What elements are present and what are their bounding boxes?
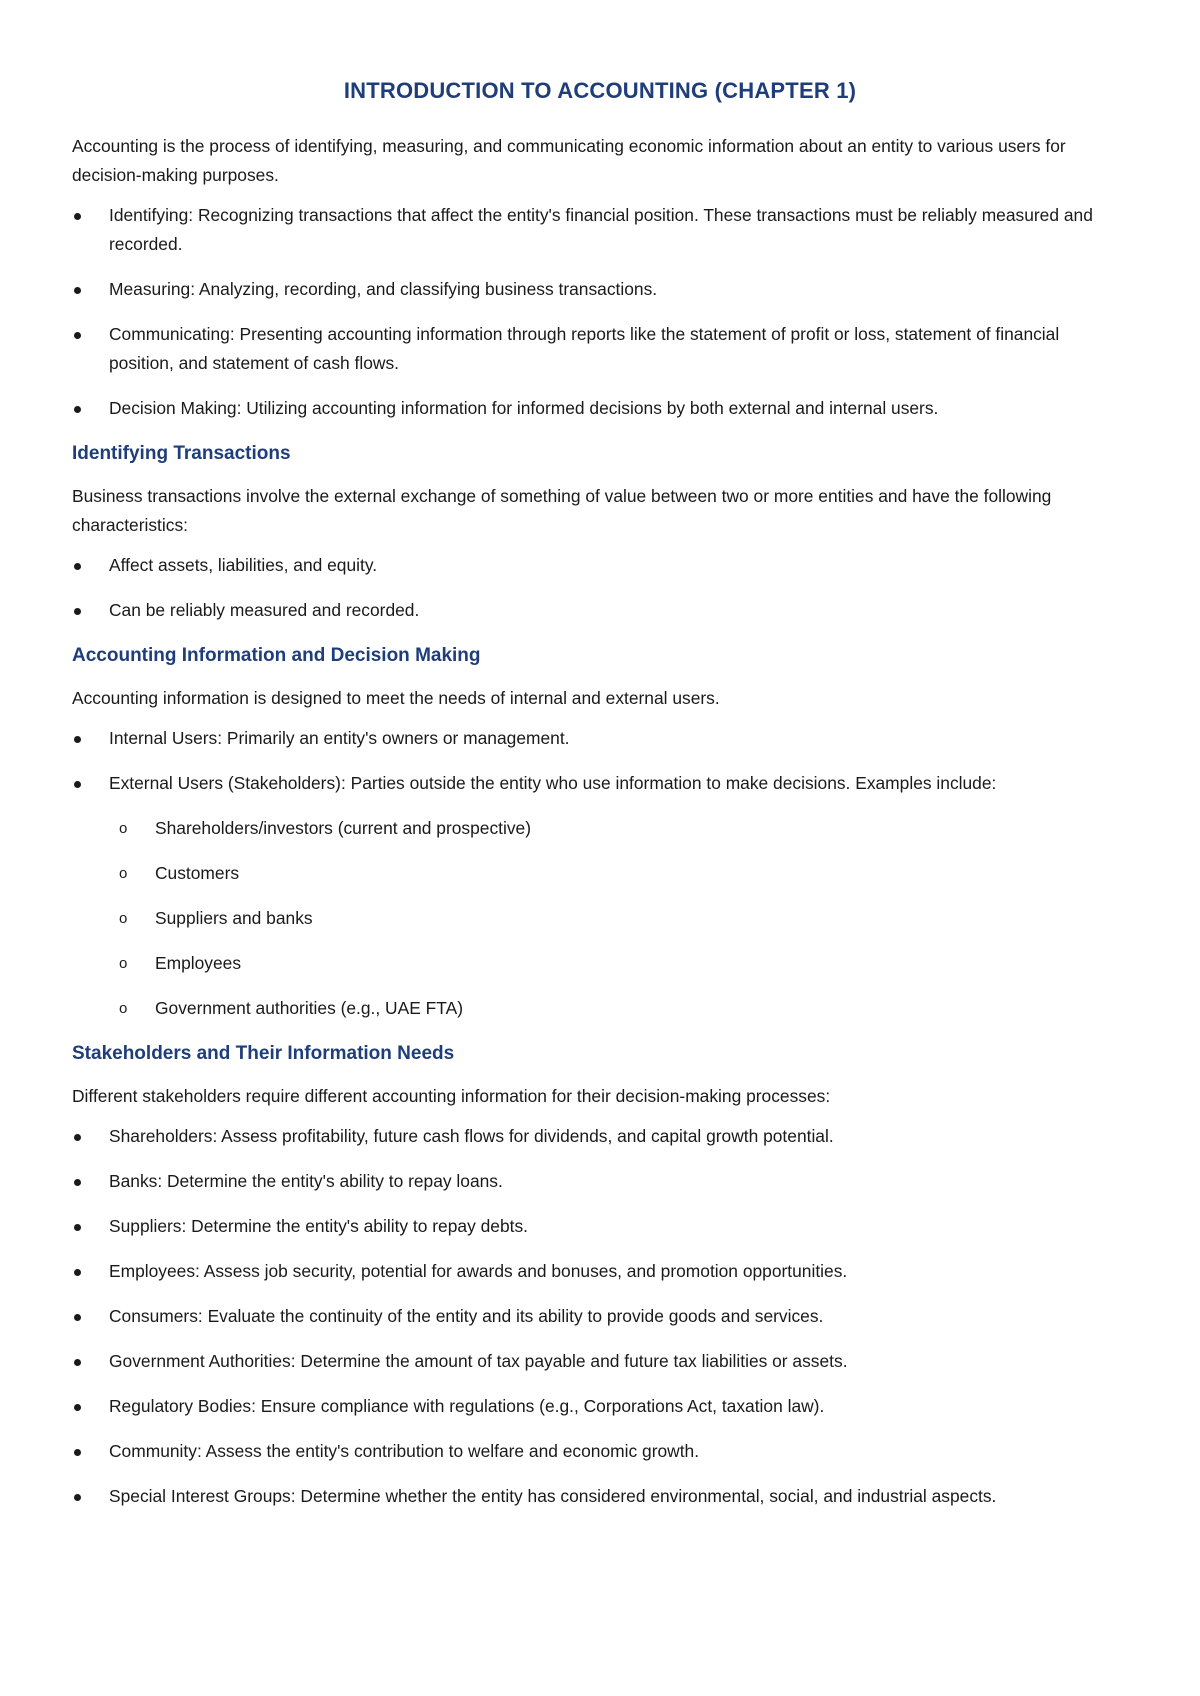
circle-bullet-icon: o xyxy=(119,955,128,972)
list-item-text: Suppliers: Determine the entity's ability to repay debts. xyxy=(109,1216,528,1236)
list-item xyxy=(72,1122,1128,1151)
stakeholder-needs-list xyxy=(72,1122,1128,1511)
list-item xyxy=(72,1302,1128,1331)
bullet-icon xyxy=(74,1449,81,1456)
list-item xyxy=(72,1167,1128,1196)
bullet-icon xyxy=(74,213,81,220)
bullet-icon xyxy=(74,1269,81,1276)
external-users-sublist xyxy=(109,814,1128,1023)
list-item xyxy=(72,320,1128,378)
bullet-icon xyxy=(74,1179,81,1186)
list-item-text: Affect assets, liabilities, and equity. xyxy=(109,555,378,575)
document-title: INTRODUCTION TO ACCOUNTING (CHAPTER 1) xyxy=(343,78,857,103)
list-item xyxy=(72,596,1128,625)
list-item-text: Special Interest Groups: Determine whether the entity has considered environmental, social, and industrial aspects. xyxy=(109,1486,997,1506)
sub-list-item xyxy=(109,859,1128,888)
bullet-icon xyxy=(74,1404,81,1411)
bullet-icon xyxy=(74,332,81,339)
sub-list-item xyxy=(109,994,1128,1023)
section-heading-identifying-transactions: Identifying Transactions xyxy=(72,443,291,464)
list-item xyxy=(72,394,1128,423)
section-paragraph: Business transactions involve the external exchange of something of value between two or more entities and have the following characteristics: xyxy=(72,486,1052,535)
list-item xyxy=(72,724,1128,753)
list-item xyxy=(72,201,1128,259)
list-item-text: Measuring: Analyzing, recording, and classifying business transactions. xyxy=(109,279,658,299)
intro-bullet-list xyxy=(72,201,1128,423)
list-item-text: Can be reliably measured and recorded. xyxy=(109,600,420,620)
bullet-icon xyxy=(74,1359,81,1366)
list-item-text: Government Authorities: Determine the amount of tax payable and future tax liabilities or assets. xyxy=(109,1351,848,1371)
bullet-icon xyxy=(74,608,81,615)
list-item xyxy=(72,275,1128,304)
list-item xyxy=(72,1347,1128,1376)
list-item xyxy=(72,1482,1128,1511)
sub-list-item-text: Employees xyxy=(155,953,242,973)
list-item-text: Identifying: Recognizing transactions that affect the entity's financial position. These transactions must be reliably measured and recorded. xyxy=(109,205,1093,254)
list-item-text: Consumers: Evaluate the continuity of the entity and its ability to provide goods and services. xyxy=(109,1306,824,1326)
section-heading-stakeholders: Stakeholders and Their Information Needs xyxy=(72,1043,455,1064)
circle-bullet-icon: o xyxy=(119,865,128,882)
sub-list-item-text: Suppliers and banks xyxy=(155,908,313,928)
intro-paragraph: Accounting is the process of identifying, measuring, and communicating economic information about an entity to various users for decision-making purposes. xyxy=(72,136,1066,185)
bullet-icon xyxy=(74,736,81,743)
list-item xyxy=(72,551,1128,580)
section-heading-accounting-information: Accounting Information and Decision Making xyxy=(72,645,481,666)
list-item xyxy=(72,1437,1128,1466)
sub-list-item-text: Government authorities (e.g., UAE FTA) xyxy=(155,998,463,1018)
bullet-icon xyxy=(74,1314,81,1321)
bullet-icon xyxy=(74,287,81,294)
bullet-icon xyxy=(74,1224,81,1231)
transaction-characteristics-list xyxy=(72,551,1128,625)
circle-bullet-icon: o xyxy=(119,910,128,927)
list-item-text: Community: Assess the entity's contribution to welfare and economic growth. xyxy=(109,1441,700,1461)
list-item-text: Shareholders: Assess profitability, future cash flows for dividends, and capital growth potential. xyxy=(109,1126,834,1146)
circle-bullet-icon: o xyxy=(119,1000,128,1017)
bullet-icon xyxy=(74,563,81,570)
list-item-text: Banks: Determine the entity's ability to repay loans. xyxy=(109,1171,503,1191)
list-item-text: Employees: Assess job security, potential for awards and bonuses, and promotion opportunities. xyxy=(109,1261,848,1281)
list-item xyxy=(72,1257,1128,1286)
section-paragraph: Accounting information is designed to meet the needs of internal and external users. xyxy=(72,688,720,708)
sub-list-item xyxy=(109,904,1128,933)
list-item xyxy=(72,1392,1128,1421)
bullet-icon xyxy=(74,1134,81,1141)
circle-bullet-icon: o xyxy=(119,820,128,837)
sub-list-item xyxy=(109,814,1128,843)
list-item-text: Communicating: Presenting accounting information through reports like the statement of profit or loss, statement of financial position, and statement of cash flows. xyxy=(109,324,1060,373)
bullet-icon xyxy=(74,781,81,788)
section-paragraph: Different stakeholders require different accounting information for their decision-making processes: xyxy=(72,1086,831,1106)
list-item-text: External Users (Stakeholders): Parties outside the entity who use information to make decisions. Examples include: xyxy=(109,773,997,793)
bullet-icon xyxy=(74,406,81,413)
list-item xyxy=(72,1212,1128,1241)
list-item-text: Regulatory Bodies: Ensure compliance with regulations (e.g., Corporations Act, taxation law). xyxy=(109,1396,825,1416)
users-list xyxy=(72,724,1128,1023)
sub-list-item xyxy=(109,949,1128,978)
document-page xyxy=(72,74,1128,1527)
list-item xyxy=(72,769,1128,1023)
list-item-text: Internal Users: Primarily an entity's owners or management. xyxy=(109,728,570,748)
sub-list-item-text: Shareholders/investors (current and prospective) xyxy=(155,818,532,838)
list-item-text: Decision Making: Utilizing accounting information for informed decisions by both external and internal users. xyxy=(109,398,939,418)
sub-list-item-text: Customers xyxy=(155,863,240,883)
bullet-icon xyxy=(74,1494,81,1501)
